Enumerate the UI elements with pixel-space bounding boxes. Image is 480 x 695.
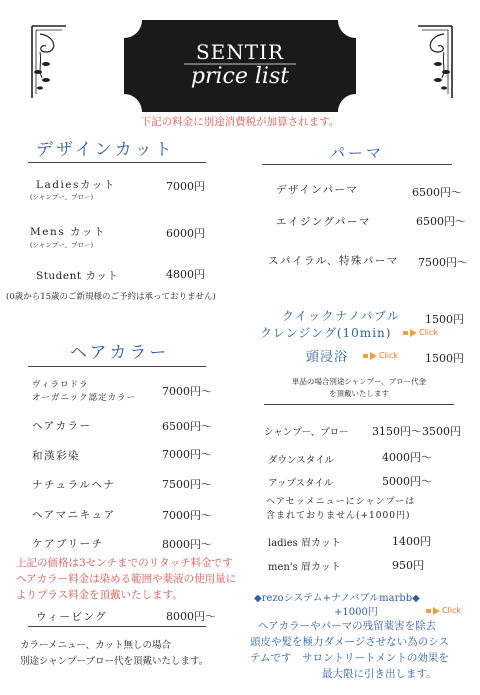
- ladies-cut-sub: (シャンプー、ブロー): [30, 193, 93, 201]
- set-note-line1: ヘアセッメニューにシャンプーは: [266, 497, 416, 507]
- villa-lodola-price: 7000円〜: [162, 385, 212, 398]
- spiral-perm-name: スパイラル、特殊パーマ: [268, 255, 399, 267]
- mens-brow-name: men's 眉カット: [268, 562, 341, 573]
- aging-perm-price: 6500円〜: [416, 215, 466, 228]
- hair-color-name: ヘアカラー: [32, 420, 92, 432]
- price-list-script: price list: [190, 64, 290, 89]
- bottom-note-line1: カラーメニュー、カット無しの場合: [20, 640, 172, 651]
- design-cut-divider: [28, 162, 206, 163]
- aging-perm-name: エイジングパーマ: [276, 216, 371, 228]
- nano-bubble-line1: クイックナノバブル: [282, 309, 401, 323]
- set-note-line2: 含まれておりません(+1000円): [266, 511, 411, 521]
- student-cut-price: 4800円: [166, 268, 205, 281]
- manicure-price: 7000円〜: [162, 509, 212, 522]
- hair-color-price: 6500円〜: [162, 420, 212, 433]
- villa-lodola-name2: オーガニック認定カラー: [32, 393, 136, 403]
- shampoo-name: シャンプー、ブロー: [264, 427, 349, 438]
- hair-color-divider: [28, 366, 206, 367]
- manicure-name: ヘアマニキュア: [32, 509, 116, 521]
- brand-name: SENTIR: [195, 40, 285, 64]
- arrow-right-icon: [433, 607, 440, 615]
- henna-price: 7500円〜: [162, 478, 212, 491]
- up-style-name: アップスタイル: [268, 478, 334, 489]
- rezo-line4: 頭皮や髪を極力ダメージさせない為のシス: [250, 636, 449, 648]
- color-note-line3: よりプラス料金を頂戴いたします。: [16, 589, 183, 601]
- color-note-line2: ヘアカラー料金は染める範囲や薬液の使用量に: [16, 573, 237, 585]
- student-note: (0歳から15歳のご新規様のご予約は承っておりません): [6, 292, 216, 302]
- headspa-click-link[interactable]: Click: [363, 351, 398, 360]
- headspa-name: 頭浸浴: [306, 350, 349, 365]
- arrow-right-icon: [410, 329, 417, 337]
- single-note-line1: 単品の場合別途シャンプー、ブロー代金: [291, 377, 427, 386]
- mens-cut-name: Mens カット: [30, 226, 106, 238]
- wakan-price: 7000円〜: [162, 448, 212, 461]
- design-perm-price: 6500円〜: [412, 186, 462, 199]
- mens-cut-price: 6000円: [166, 227, 205, 240]
- rezo-click-link[interactable]: Click: [426, 606, 461, 615]
- design-perm-name: デザインパーマ: [276, 184, 359, 196]
- nano-bubble-price: 1500円: [425, 313, 464, 326]
- single-note-line2: を頂戴いたします: [329, 389, 389, 398]
- down-style-name: ダウンスタイル: [268, 455, 335, 466]
- perm-divider: [262, 164, 452, 165]
- wakan-name: 和漢彩染: [32, 450, 80, 462]
- weaving-divider: [28, 626, 206, 627]
- ladies-cut-name: Ladiesカット: [36, 179, 116, 191]
- mens-brow-price: 950円: [392, 559, 424, 572]
- up-style-price: 5000円〜: [382, 475, 432, 488]
- tax-note: 下記の料金に別途消費税が加算されます。: [140, 116, 340, 128]
- rezo-line3: ヘアカラーやパーマの残留薬害を除去: [258, 620, 437, 632]
- headspa-price: 1500円: [425, 352, 464, 365]
- rezo-line6: 最大限に引き出します。: [322, 668, 437, 680]
- bleach-price: 8000円〜: [162, 538, 212, 551]
- down-style-price: 4000円〜: [382, 451, 432, 464]
- color-note-line1: 上記の価格は3センチまでのリタッチ料金です: [16, 557, 233, 569]
- hair-color-title: ヘアカラー: [70, 343, 170, 363]
- weaving-price: 8000円〜: [166, 610, 216, 623]
- ladies-brow-price: 1400円: [392, 535, 431, 548]
- villa-lodola-name: ヴィラロドラ: [32, 380, 89, 390]
- nano-bubble-line2: クレンジング(10min): [260, 326, 392, 340]
- nano-click-link[interactable]: Click: [403, 328, 438, 337]
- bleach-name: ケアブリーチ: [32, 538, 104, 550]
- weaving-name: ウィービング: [36, 611, 108, 623]
- spiral-perm-price: 7500円〜: [418, 256, 468, 269]
- rezo-line1: ◆rezoシステム+ナノバブルmarbb◆: [254, 593, 420, 604]
- ladies-brow-name: ladies 眉カット: [268, 538, 341, 549]
- design-cut-title: デザインカット: [36, 140, 175, 160]
- rezo-line5: テムです サロントリートメントの効果を: [250, 652, 449, 664]
- arrow-right-icon: [370, 352, 377, 360]
- henna-name: ナチュラルヘナ: [32, 479, 116, 491]
- student-cut-name: Student カット: [36, 270, 119, 282]
- bottom-note-line2: 別途シャンプーブロー代を頂戴いたします。: [20, 656, 209, 667]
- shampoo-price: 3150円〜3500円: [372, 425, 461, 438]
- mens-cut-sub: (シャンプー、ブロー): [30, 241, 93, 249]
- right-corner-ornament-icon: [414, 22, 456, 102]
- perm-title: パーマ: [330, 144, 385, 162]
- left-corner-ornament-icon: [28, 22, 70, 102]
- single-note-divider: [264, 404, 454, 405]
- ladies-cut-price: 7000円: [166, 180, 205, 193]
- rezo-line2: +1000円: [334, 607, 378, 618]
